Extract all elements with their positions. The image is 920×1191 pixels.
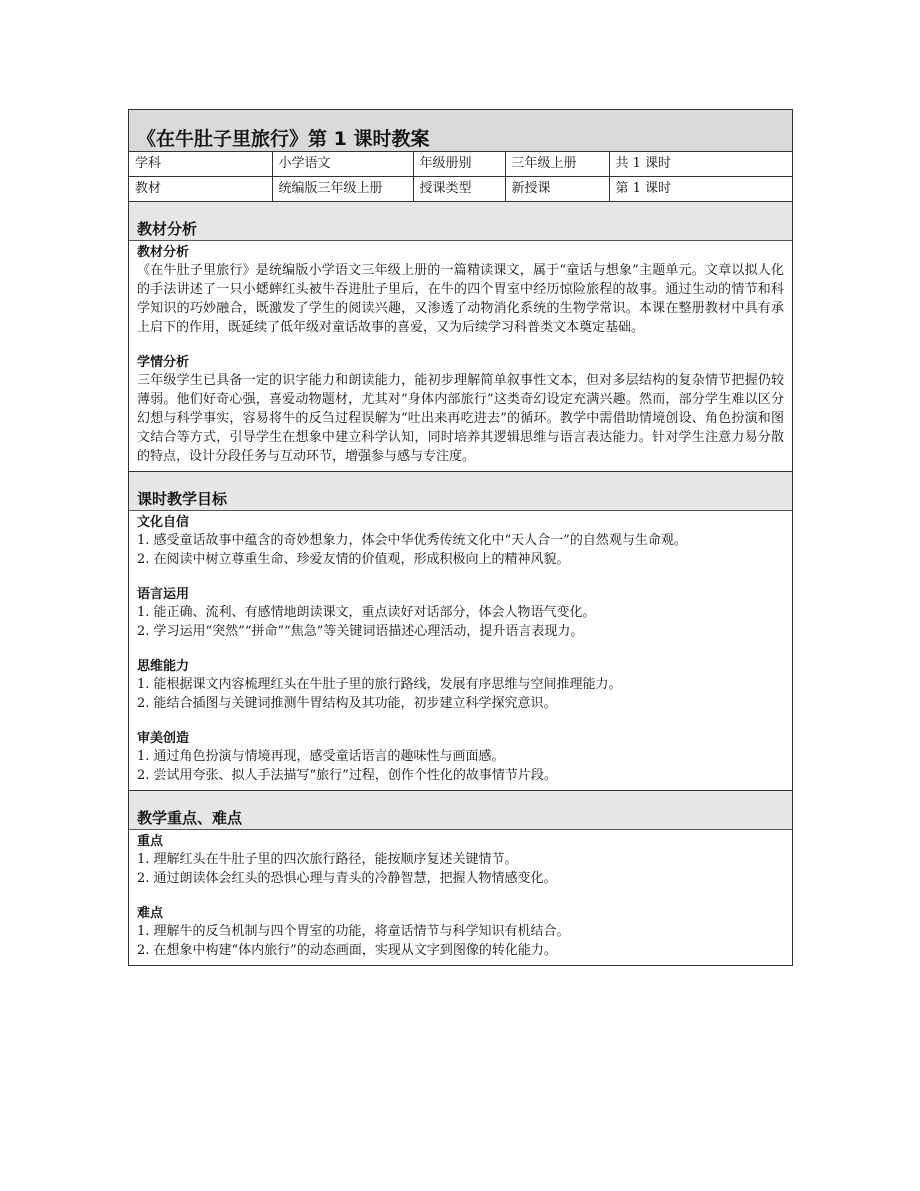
subsection-label: 语言运用 xyxy=(137,587,190,602)
subsection-label: 教材分析 xyxy=(137,245,190,260)
subsection-label: 学情分析 xyxy=(137,355,190,370)
info-cell: 学科 xyxy=(129,152,272,177)
list-item: 1. 理解红头在牛肚子里的四次旅行路径，能按顺序复述关键情节。 xyxy=(137,852,518,867)
info-cell: 共 1 课时 xyxy=(609,152,792,177)
info-cell: 统编版三年级上册 xyxy=(272,177,413,202)
list-item: 2. 学习运用“突然”“拼命”“焦急”等关键词语描述心理活动，提升语言表现力。 xyxy=(137,624,584,639)
subsection-label: 重点 xyxy=(137,834,164,849)
lesson-plan-table xyxy=(128,109,793,966)
list-item: 1. 通过角色扮演与情境再现，感受童话语言的趣味性与画面感。 xyxy=(137,749,505,764)
paragraph: 三年级学生已具备一定的识字能力和朗读能力，能初步理解简单叙事性文本，但对多层结构的复杂情节把握仍较薄弱。他们好奇心强，喜爱动物题材，尤其对“身体内部旅行”这类奇幻设定充满兴趣。然而，部分学生难以区分幻想与科学事实，容易将牛的反刍过程误解为“吐出来再吃进去”的循环。教学中需借助情境创设、角色扮演和图文结合等方式，引导学生在想象中建立科学认知，同时培养其逻辑思维与语言表达能力。针对学生注意力易分散的特点，设计分段任务与互动环节，增强参与感与专注度。 xyxy=(137,373,784,464)
section-heading: 教材分析 xyxy=(129,202,792,241)
section-objectives xyxy=(129,472,792,791)
info-cell: 三年级上册 xyxy=(505,152,609,177)
section-heading: 教学重点、难点 xyxy=(129,791,792,830)
info-cell: 小学语文 xyxy=(272,152,413,177)
section-keypoints xyxy=(129,791,792,966)
section-heading: 课时教学目标 xyxy=(129,472,792,511)
subsection-label: 审美创造 xyxy=(137,731,190,746)
paragraph: 《在牛肚子里旅行》是统编版小学语文三年级上册的一篇精读课文，属于“童话与想象”主题单元。文章以拟人化的手法讲述了一只小蟋蟀红头被牛吞进肚子里后，在牛的四个胃室中经历惊险旅程的故事。通过生动的情节和科学知识的巧妙融合，既激发了学生的阅读兴趣，又渗透了动物消化系统的生物学常识。本课在整册教材中具有承上启下的作用，既延续了低年级对童话故事的喜爱，又为后续学习科普类文本奠定基础。 xyxy=(137,263,784,335)
info-table xyxy=(129,152,792,202)
info-cell: 授课类型 xyxy=(413,177,505,202)
list-item: 2. 尝试用夸张、拟人手法描写“旅行”过程，创作个性化的故事情节片段。 xyxy=(137,768,557,783)
info-cell: 第 1 课时 xyxy=(609,177,792,202)
list-item: 1. 能正确、流利、有感情地朗读课文，重点读好对话部分，体会人物语气变化。 xyxy=(137,605,596,620)
lesson-plan-sheet xyxy=(128,109,793,966)
info-row xyxy=(129,152,792,177)
subsection-label: 文化自信 xyxy=(137,515,190,530)
subsection-label: 思维能力 xyxy=(137,659,190,674)
list-item: 2. 能结合插图与关键词推测牛胃结构及其功能，初步建立科学探究意识。 xyxy=(137,696,557,711)
info-row xyxy=(129,177,792,202)
page-title: 《在牛肚子里旅行》第 1 课时教案 xyxy=(129,110,792,152)
list-item: 2. 在想象中构建“体内旅行”的动态画面，实现从文字到图像的转化能力。 xyxy=(137,943,557,958)
list-item: 1. 感受童话故事中蕴含的奇妙想象力，体会中华优秀传统文化中“天人合一”的自然观与生命观。 xyxy=(137,533,687,548)
info-cell: 年级册别 xyxy=(413,152,505,177)
info-cell: 新授课 xyxy=(505,177,609,202)
section-analysis xyxy=(129,202,792,472)
list-item: 2. 在阅读中树立尊重生命、珍爱友情的价值观，形成积极向上的精神风貌。 xyxy=(137,552,570,567)
info-cell: 教材 xyxy=(129,177,272,202)
list-item: 2. 通过朗读体会红头的恐惧心理与青头的冷静智慧，把握人物情感变化。 xyxy=(137,871,557,886)
list-item: 1. 能根据课文内容梳理红头在牛肚子里的旅行路线，发展有序思维与空间推理能力。 xyxy=(137,677,622,692)
list-item: 1. 理解牛的反刍机制与四个胃室的功能，将童话情节与科学知识有机结合。 xyxy=(137,924,570,939)
subsection-label: 难点 xyxy=(137,906,164,921)
